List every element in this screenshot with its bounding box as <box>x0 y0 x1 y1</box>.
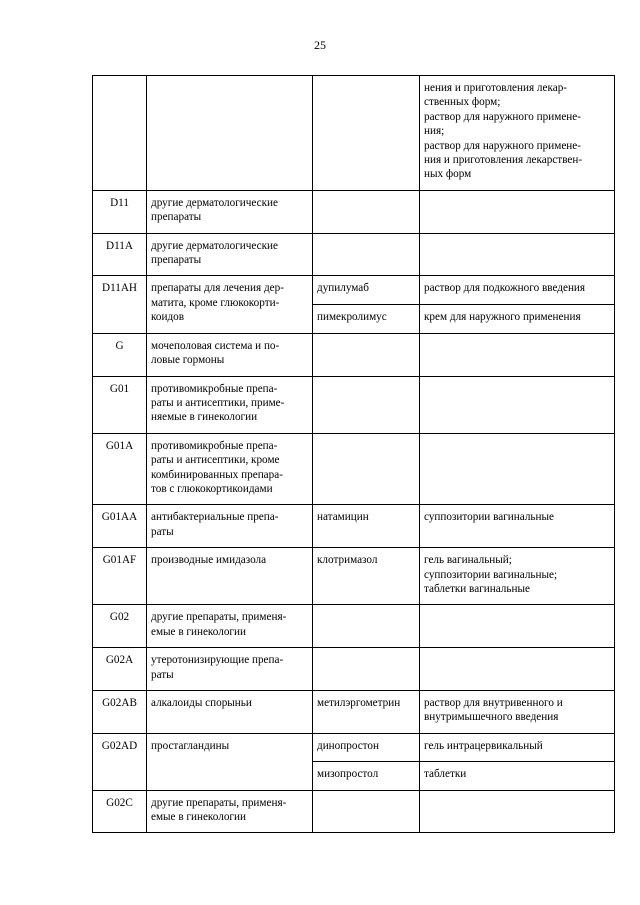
dosage-form-cell: суппозитории вагинальные <box>420 505 615 548</box>
atc-code-cell: G <box>93 333 147 376</box>
group-name-cell: другие препараты, применя- емые в гинекологии <box>147 790 313 833</box>
table-row <box>93 505 615 548</box>
dosage-form-cell: нения и приготовления лекар- ственных форм; раствор для наружного примене- ния; раствор для наружного примене- ния и приготовления лекарствен- ных форм <box>420 76 615 191</box>
dosage-form-cell <box>420 376 615 433</box>
atc-code-cell: G02AB <box>93 691 147 734</box>
group-name-cell: производные имидазола <box>147 548 313 605</box>
table-row <box>93 648 615 691</box>
substance-cell: мизопростол <box>313 762 420 790</box>
table-row <box>93 233 615 276</box>
atc-code-cell: G01 <box>93 376 147 433</box>
substance-cell <box>313 790 420 833</box>
substance-cell <box>313 433 420 505</box>
group-name-cell: мочеполовая система и по- ловые гормоны <box>147 333 313 376</box>
atc-code-cell: D11 <box>93 190 147 233</box>
atc-code-cell: G02 <box>93 605 147 648</box>
substance-cell <box>313 76 420 191</box>
page-number: 25 <box>314 38 326 52</box>
substance-cell <box>313 605 420 648</box>
table-row <box>93 605 615 648</box>
group-name-cell: простагландины <box>147 733 313 790</box>
group-name-cell: другие дерматологические препараты <box>147 233 313 276</box>
group-name-cell: алкалоиды спорыньи <box>147 691 313 734</box>
substance-cell <box>313 233 420 276</box>
dosage-form-cell <box>420 790 615 833</box>
group-name-cell: другие дерматологические препараты <box>147 190 313 233</box>
substance-cell <box>313 190 420 233</box>
table-row <box>93 548 615 605</box>
dosage-form-cell <box>420 233 615 276</box>
atc-code-cell: D11AH <box>93 276 147 333</box>
dosage-form-cell <box>420 333 615 376</box>
substance-cell: дупилумаб <box>313 276 420 305</box>
substance-cell: пимекролимус <box>313 305 420 334</box>
group-name-cell: противомикробные препа- раты и антисептики, приме- няемые в гинекологии <box>147 376 313 433</box>
dosage-form-cell: гель вагинальный; суппозитории вагинальные; таблетки вагинальные <box>420 548 615 605</box>
group-name-cell: антибактериальные препа- раты <box>147 505 313 548</box>
atc-code-cell: G02AD <box>93 733 147 790</box>
substance-cell <box>313 648 420 691</box>
dosage-form-cell: раствор для подкожного введения <box>420 276 615 305</box>
group-name-cell: препараты для лечения дер- матита, кроме глюкокорти- коидов <box>147 276 313 333</box>
table-row <box>93 376 615 433</box>
substance-cell <box>313 333 420 376</box>
atc-code-cell: G01AA <box>93 505 147 548</box>
dosage-form-cell: гель интрацервикальный <box>420 733 615 761</box>
table-row <box>93 76 615 191</box>
substance-cell: метилэргометрин <box>313 691 420 734</box>
table-row <box>93 733 615 761</box>
dosage-form-cell <box>420 648 615 691</box>
table-row <box>93 333 615 376</box>
dosage-form-cell: раствор для внутривенного и внутримышечного введения <box>420 691 615 734</box>
group-name-cell: утеротонизирующие препа- раты <box>147 648 313 691</box>
dosage-form-cell <box>420 190 615 233</box>
table-row <box>93 790 615 833</box>
substance-cell: натамицин <box>313 505 420 548</box>
dosage-form-cell <box>420 605 615 648</box>
atc-code-cell: G01A <box>93 433 147 505</box>
group-name-cell: другие препараты, применя- емые в гинекологии <box>147 605 313 648</box>
substance-cell <box>313 376 420 433</box>
atc-code-cell: G01AF <box>93 548 147 605</box>
dosage-form-cell <box>420 433 615 505</box>
dosage-form-cell: таблетки <box>420 762 615 790</box>
atc-code-cell: D11A <box>93 233 147 276</box>
dosage-form-cell: крем для наружного применения <box>420 305 615 334</box>
table-row <box>93 433 615 505</box>
atc-code-cell: G02C <box>93 790 147 833</box>
atc-code-cell <box>93 76 147 191</box>
table-row <box>93 276 615 305</box>
table-row <box>93 691 615 734</box>
group-name-cell <box>147 76 313 191</box>
substance-cell: клотримазол <box>313 548 420 605</box>
substance-cell: динопростон <box>313 733 420 761</box>
atc-code-cell: G02A <box>93 648 147 691</box>
drug-classification-table <box>92 75 615 833</box>
table-row <box>93 190 615 233</box>
group-name-cell: противомикробные препа- раты и антисептики, кроме комбинированных препара- тов с глюкокортикоидами <box>147 433 313 505</box>
